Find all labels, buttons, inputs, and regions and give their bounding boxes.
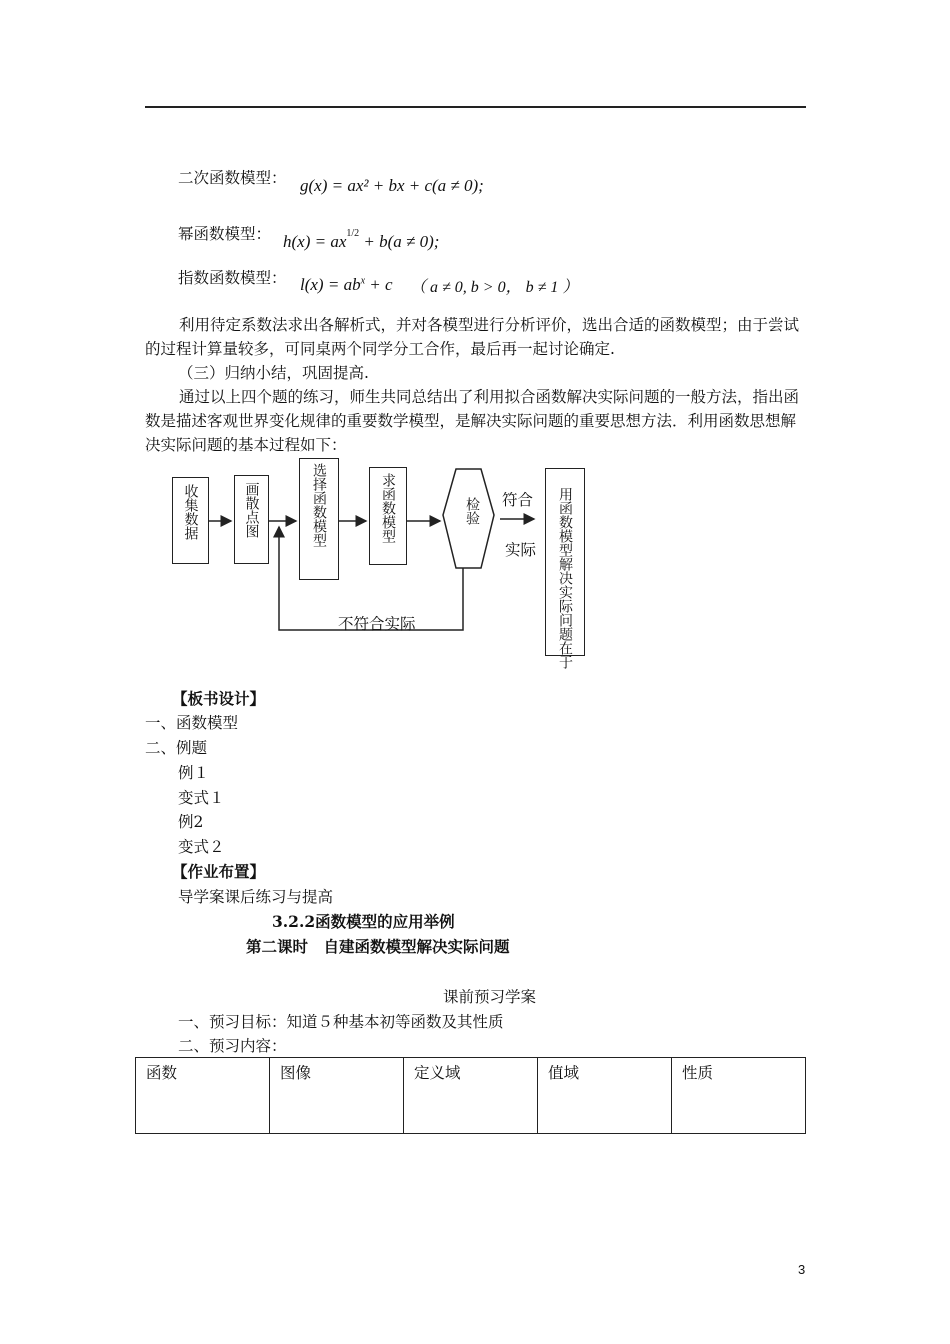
- exp-formula-main: l(x) = ab: [300, 275, 361, 294]
- flow-check-text: 检验: [464, 497, 480, 525]
- power-formula-main: h(x) = ax: [283, 232, 347, 251]
- flow-box-scatter-text: 画散点图: [243, 482, 260, 538]
- preview-content: 二、预习内容：: [178, 1037, 287, 1055]
- power-model-label: 幂函数模型：: [178, 225, 272, 243]
- board-item: 例１: [178, 764, 210, 782]
- flow-box-solve-model: [369, 467, 407, 565]
- table-header-cell: 性质: [672, 1058, 806, 1134]
- power-formula-rest: + b(a ≠ 0);: [359, 232, 440, 251]
- homework-text: 导学案课后练习与提高: [178, 888, 334, 906]
- flow-box-choose-model: [299, 458, 339, 580]
- preview-goal: 一、预习目标：知道５种基本初等函数及其性质: [178, 1013, 504, 1031]
- paragraph2-text: 通过以上四个题的练习，师生共同总结出了利用拟合函数解决实际问题的一般方法，指出函数是描述客观世界变化规律的重要数学模型，是解决实际问题的重要思想方法．利用函数思想解决实际问题的基本过程如下：: [145, 388, 800, 454]
- homework-heading: 【作业布置】: [172, 862, 266, 881]
- function-summary-table: [135, 1057, 806, 1134]
- exponential-model-label: 指数函数模型：: [178, 269, 287, 287]
- flow-box-collect-data: [172, 477, 209, 564]
- table-header-row: [136, 1058, 806, 1134]
- section-title: 3.2.2函数模型的应用举例: [272, 912, 455, 931]
- lesson-title: 第二课时 自建函数模型解决实际问题: [246, 937, 510, 956]
- exp-formula-exponent: x: [360, 275, 366, 287]
- board-heading: 【板书设计】: [172, 689, 266, 708]
- flow-box-choose-model-text: 选择函数模型: [311, 463, 327, 547]
- exp-formula-rest: + c: [365, 275, 393, 294]
- quadratic-model-label: 二次函数模型：: [178, 169, 287, 187]
- table-header-cell: 值域: [538, 1058, 672, 1134]
- page-number: 3: [798, 1262, 806, 1277]
- flow-fit-label-top: 符合: [502, 491, 534, 509]
- power-formula-exponent: 1/2: [346, 228, 360, 240]
- board-item: 二、例题: [145, 739, 208, 757]
- flow-result-text: 用函数模型解决实际问题在于: [557, 487, 573, 669]
- flow-box-scatter: [234, 475, 269, 564]
- board-item: 例2: [178, 813, 204, 831]
- flow-fit-label-bottom: 实际: [505, 541, 537, 559]
- paragraph1-text: 利用待定系数法求出各解析式，并对各模型进行分析评价，选出合适的函数模型；由于尝试的过程计算量较多，可同桌两个同学分工合作，最后再一起讨论确定.: [145, 316, 800, 358]
- table-header-cell: 函数: [136, 1058, 270, 1134]
- flow-loop-label: 不符合实际: [338, 615, 416, 633]
- preview-heading: 课前预习学案: [443, 988, 537, 1006]
- table-header-cell: 图像: [270, 1058, 404, 1134]
- flow-box-solve-model-text: 求函数模型: [380, 473, 396, 543]
- quadratic-model-formula: g(x) = ax² + bx + c(a ≠ 0);: [300, 176, 484, 195]
- exp-condition: （ a ≠ 0, b > 0， b ≠ 1 ）: [410, 279, 579, 296]
- board-item: 变式１: [178, 789, 225, 807]
- section3-heading: （三）归纳小结，巩固提高.: [178, 364, 369, 382]
- table-header-cell: 定义域: [404, 1058, 538, 1134]
- flow-box-collect-data-text: 收集数据: [182, 484, 199, 540]
- board-item: 变式２: [178, 838, 225, 856]
- board-item: 一、函数模型: [145, 714, 239, 732]
